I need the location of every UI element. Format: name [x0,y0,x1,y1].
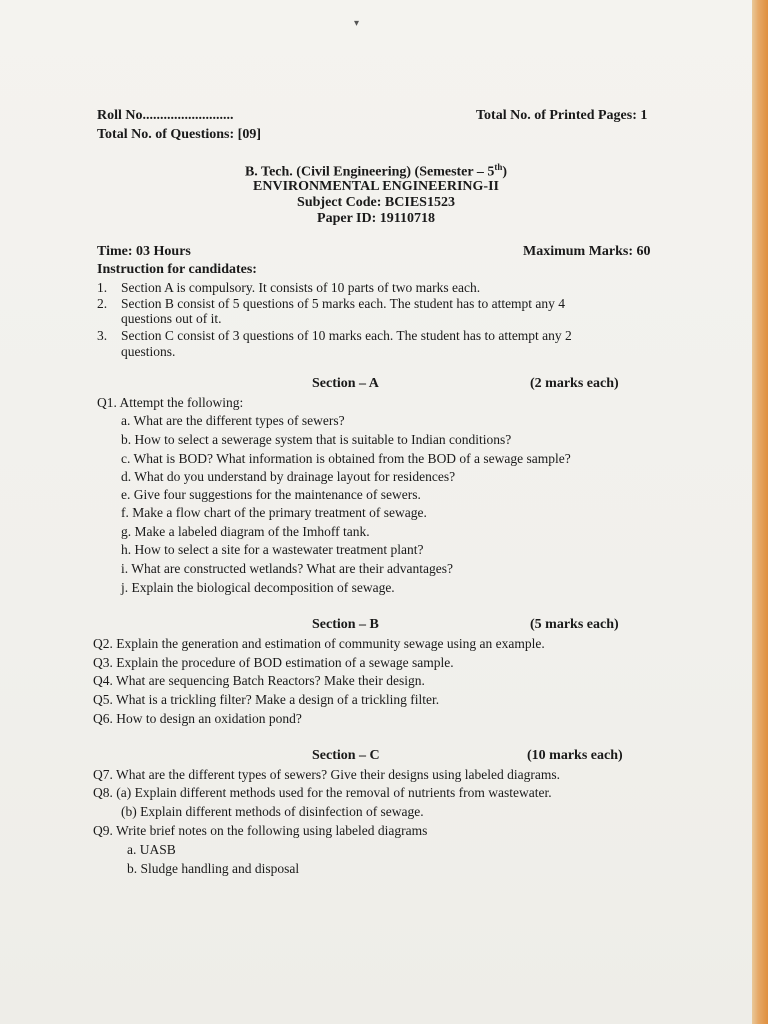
q9-part-a: a. UASB [127,842,176,857]
paper-id: Paper ID: 19110718 [317,211,435,226]
section-b-title: Section – B [312,617,379,632]
question-3: Q3. Explain the procedure of BOD estimation of a sewage sample. [93,655,454,670]
course-prefix: B. Tech. (Civil Engineering) (Semester – 5 [244,164,495,180]
section-c-title: Section – C [312,748,380,763]
q1-part-h: h. How to select a site for a wastewater treatment plant? [121,542,424,557]
instructions-heading: Instruction for candidates: [97,262,257,277]
question-6: Q6. How to design an oxidation pond? [93,711,302,726]
instruction-text: questions out of it. [121,311,222,326]
q1-part-i: i. What are constructed wetlands? What are their advantages? [121,561,453,576]
course-suffix: ) [502,164,508,180]
question-8a: Q8. (a) Explain different methods used for the removal of nutrients from wastewater. [93,785,552,800]
q1-part-j: j. Explain the biological decomposition of sewage. [121,580,395,595]
q1-part-e: e. Give four suggestions for the maintenance of sewers. [121,487,421,502]
q9-part-b: b. Sludge handling and disposal [127,861,300,876]
scan-mark: ▾ [354,18,360,29]
paper-edge [752,0,768,1024]
course-sup: th [494,162,503,172]
section-a-marks: (2 marks each) [530,376,619,391]
q1-part-a: a. What are the different types of sewers? [121,413,345,428]
section-b-marks: (5 marks each) [530,617,619,632]
section-a-title: Section – A [312,376,379,391]
instruction-text: Section A is compulsory. It consists of 10 parts of two marks each. [121,280,481,295]
section-c-marks: (10 marks each) [527,748,623,763]
instruction-text: questions. [121,344,176,359]
roll-no: Roll No.......................... [97,108,234,123]
question-7: Q7. What are the different types of sewers? Give their designs using labeled diagrams. [93,767,560,782]
question-8b: (b) Explain different methods of disinfection of sewage. [121,804,424,819]
q1-part-c: c. What is BOD? What information is obtained from the BOD of a sewage sample? [121,451,571,466]
q1-part-f: f. Make a flow chart of the primary treatment of sewage. [121,505,427,520]
instruction-num: 3. [97,328,108,343]
q1-part-g: g. Make a labeled diagram of the Imhoff tank. [121,524,370,539]
instruction-text: Section B consist of 5 questions of 5 marks each. The student has to attempt any 4 [121,296,566,311]
subject-title: ENVIRONMENTAL ENGINEERING-II [253,179,499,194]
subject-code: Subject Code: BCIES1523 [297,195,455,210]
question-2: Q2. Explain the generation and estimation of community sewage using an example. [93,636,545,651]
question-1: Q1. Attempt the following: [97,395,244,410]
q1-part-d: d. What do you understand by drainage layout for residences? [121,469,456,484]
course-line [0,162,752,181]
instruction-text: Section C consist of 3 questions of 10 marks each. The student has to attempt any 2 [121,328,572,343]
total-printed-pages: Total No. of Printed Pages: 1 [476,108,648,123]
question-5: Q5. What is a trickling filter? Make a design of a trickling filter. [93,692,440,707]
time: Time: 03 Hours [97,244,191,259]
instruction-num: 1. [97,280,108,295]
q1-part-b: b. How to select a sewerage system that is suitable to Indian conditions? [121,432,512,447]
question-4: Q4. What are sequencing Batch Reactors? Make their design. [93,673,425,688]
total-questions: Total No. of Questions: [09] [97,127,261,142]
question-9: Q9. Write brief notes on the following using labeled diagrams [93,823,428,838]
instruction-num: 2. [97,296,108,311]
max-marks: Maximum Marks: 60 [523,244,651,259]
